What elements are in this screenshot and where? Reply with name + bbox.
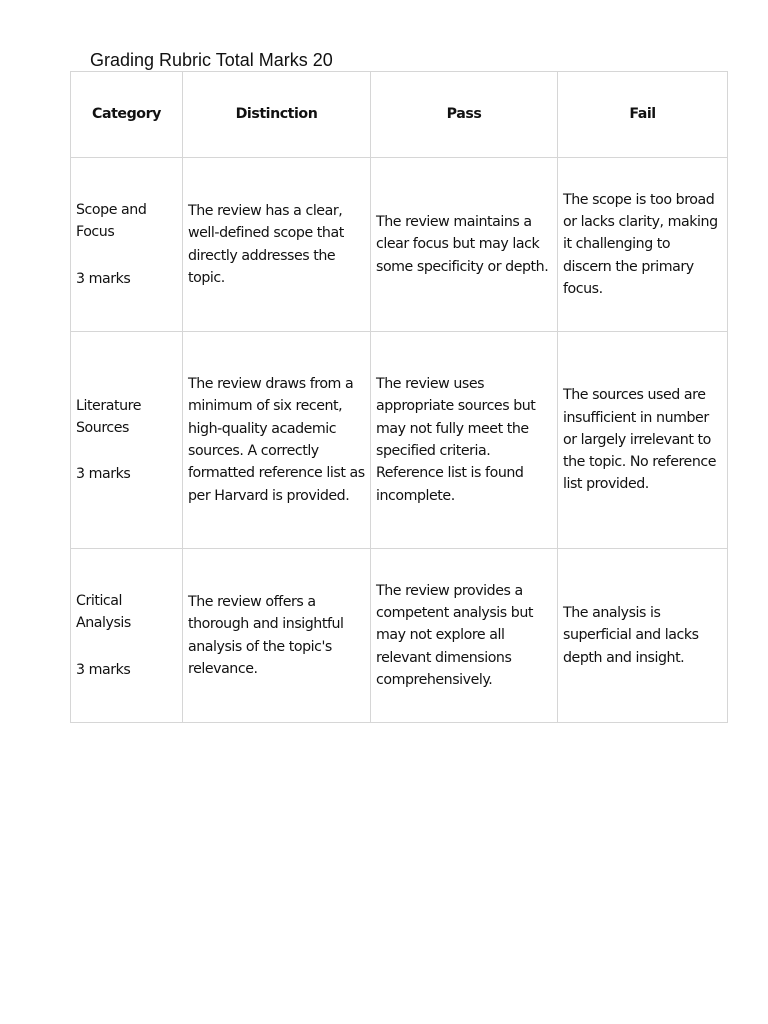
pass-cell: The review maintains a clear focus but may lack some specificity or depth.	[371, 158, 558, 332]
distinction-cell: The review has a clear, well-defined scope that directly addresses the topic.	[183, 158, 371, 332]
table-header-row	[71, 72, 728, 158]
fail-cell: The scope is too broad or lacks clarity, making it challenging to discern the primary focus.	[558, 158, 728, 332]
table-row	[71, 549, 728, 723]
header-fail: Fail	[558, 72, 728, 158]
header-distinction: Distinction	[183, 72, 371, 158]
category-cell	[71, 549, 183, 723]
table-row	[71, 332, 728, 549]
category-marks: 3 marks	[76, 661, 131, 678]
category-name: Critical Analysis	[76, 593, 131, 632]
header-category: Category	[71, 72, 183, 158]
fail-cell: The sources used are insufficient in number or largely irrelevant to the topic. No reference list provided.	[558, 332, 728, 549]
distinction-cell: The review offers a thorough and insightful analysis of the topic's relevance.	[183, 549, 371, 723]
pass-cell: The review provides a competent analysis but may not explore all relevant dimensions comprehensively.	[371, 549, 558, 723]
document-title: Grading Rubric Total Marks 20	[90, 50, 333, 70]
category-marks: 3 marks	[76, 466, 131, 483]
pass-cell: The review uses appropriate sources but may not fully meet the specified criteria. Reference list is found incomplete.	[371, 332, 558, 549]
fail-cell: The analysis is superficial and lacks depth and insight.	[558, 549, 728, 723]
category-name: Scope and Focus	[76, 202, 147, 241]
grading-rubric-table	[70, 71, 728, 723]
category-marks: 3 marks	[76, 270, 131, 287]
category-name: Literature Sources	[76, 397, 141, 436]
header-pass: Pass	[371, 72, 558, 158]
distinction-cell: The review draws from a minimum of six recent, high-quality academic sources. A correctly formatted reference list as per Harvard is provided.	[183, 332, 371, 549]
table-row	[71, 158, 728, 332]
category-cell	[71, 332, 183, 549]
category-cell	[71, 158, 183, 332]
